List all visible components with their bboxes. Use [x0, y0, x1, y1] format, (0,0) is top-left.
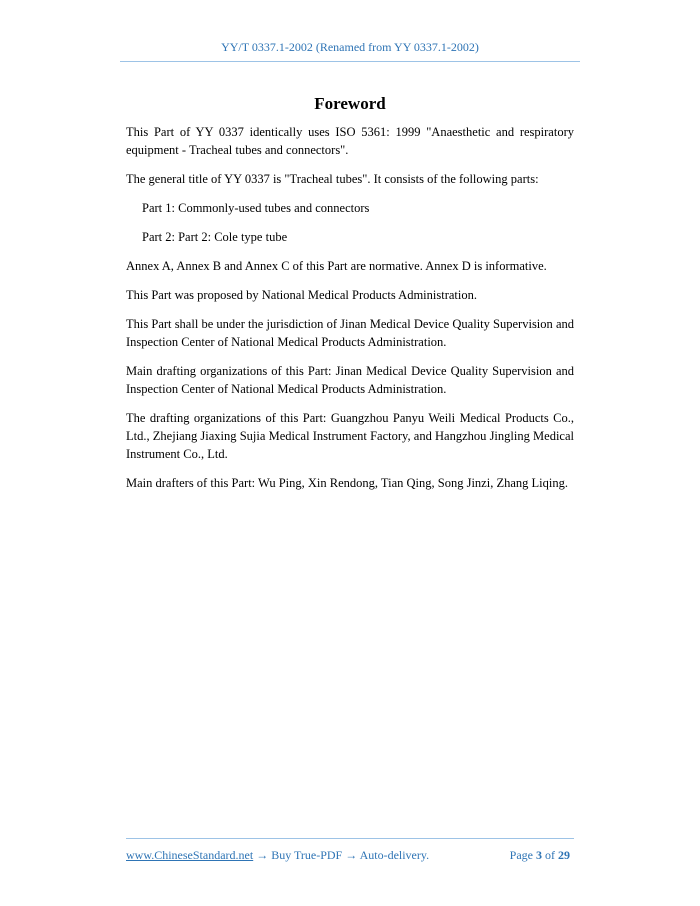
header-divider: [120, 61, 580, 62]
paragraph-drafters: Main drafters of this Part: Wu Ping, Xin Rendong, Tian Qing, Song Jinzi, Zhang Liqing.: [126, 476, 568, 490]
footer-divider: [126, 838, 574, 839]
running-header: YY/T 0337.1-2002 (Renamed from YY 0337.1-2002): [221, 40, 479, 54]
list-item-part-1: Part 1: Commonly-used tubes and connectors: [142, 201, 370, 215]
paragraph-annexes: Annex A, Annex B and Annex C of this Part are normative. Annex D is informative.: [126, 259, 547, 273]
paragraph-main-drafting-orgs: Main drafting organizations of this Part: Jinan Medical Device Quality Supervision and Inspection Center of National Medical Products Administration.: [126, 364, 574, 396]
paragraph-jurisdiction: This Part shall be under the jurisdiction of Jinan Medical Device Quality Supervision and Inspection Center of National Medical Products Administration.: [126, 317, 574, 349]
foreword-body: [126, 123, 574, 503]
page-number: [510, 848, 570, 863]
footer-tagline: → Buy True-PDF → Auto-delivery.: [253, 848, 430, 862]
paragraph-drafting-orgs: The drafting organizations of this Part: Guangzhou Panyu Weili Medical Products Co., Ltd., Zhejiang Jiaxing Sujia Medical Instrument Factory, and Hangzhou Jingling Medical Instrument Co., Ltd.: [126, 411, 574, 461]
page-total: 29: [558, 848, 570, 862]
page-title: Foreword: [314, 94, 386, 114]
website-link[interactable]: www.ChineseStandard.net: [126, 848, 254, 862]
page-label: Page: [509, 848, 533, 862]
paragraph-scope: This Part of YY 0337 identically uses ISO 5361: 1999 "Anaesthetic and respiratory equipment - Tracheal tubes and connectors".: [126, 125, 574, 157]
footer-promo: [126, 848, 429, 863]
list-item-part-2: Part 2: Part 2: Cole type tube: [142, 230, 288, 244]
page-current: 3: [536, 848, 542, 862]
page-of: of: [545, 848, 555, 862]
paragraph-general-title: The general title of YY 0337 is "Tracheal tubes". It consists of the following parts:: [126, 172, 539, 186]
paragraph-proposed-by: This Part was proposed by National Medical Products Administration.: [126, 288, 477, 302]
